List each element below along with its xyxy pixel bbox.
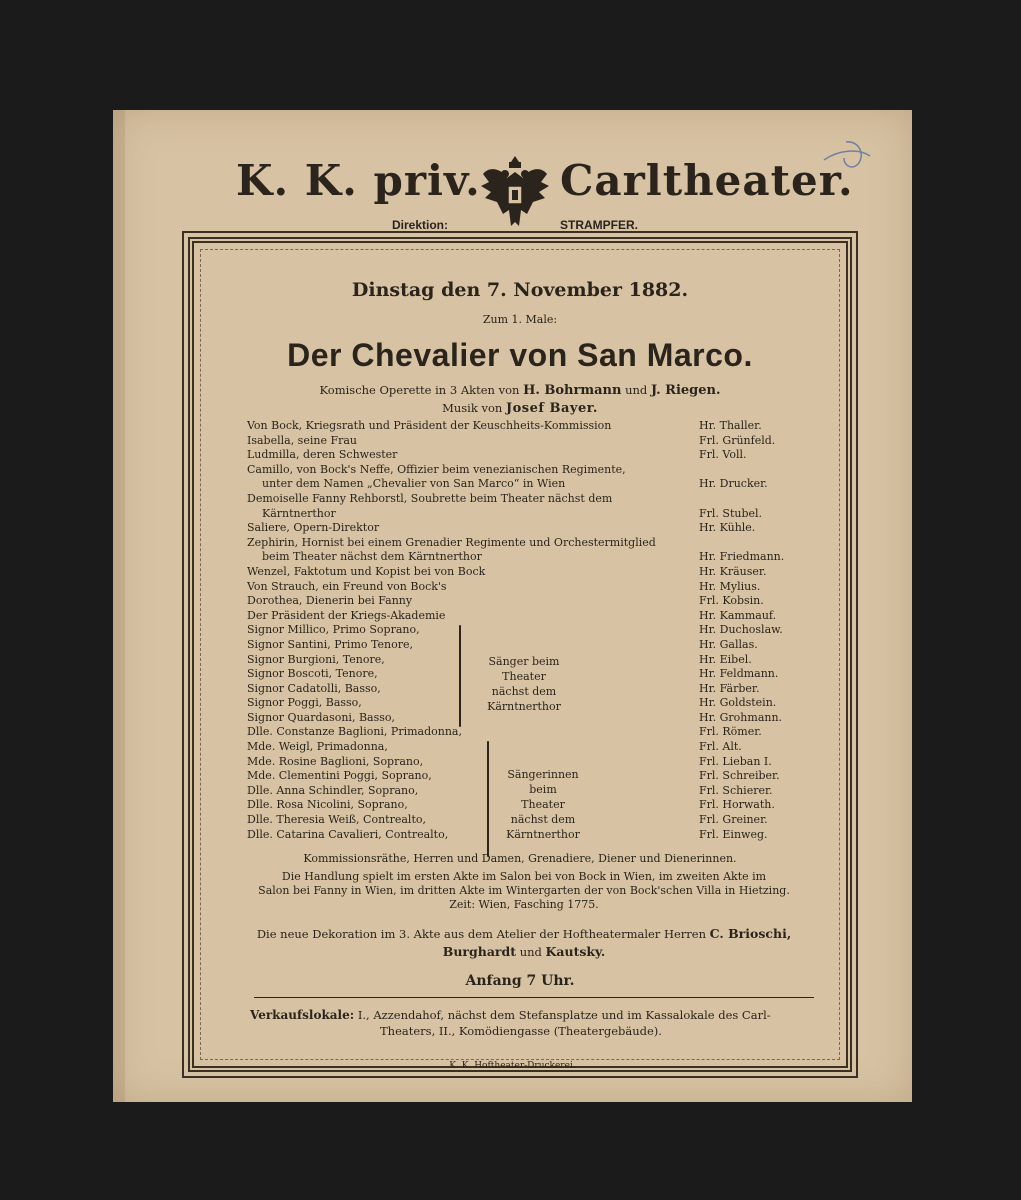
role-name: Mde. Rosine Baglioni, Soprano, — [247, 754, 424, 768]
group-label-line: Kärntnerthor — [487, 700, 561, 713]
actor-name: Frl. Lieban I. — [699, 754, 772, 768]
music-credit — [194, 401, 846, 416]
role-name: Von Strauch, ein Freund von Bock's — [247, 579, 447, 593]
role-name: Dlle. Theresia Weiß, Contrealto, — [247, 813, 426, 827]
cast-row — [247, 492, 807, 507]
direction-name: STRAMPFER. — [560, 218, 638, 232]
theater-title-left: K. K. priv. — [236, 156, 481, 205]
role-name: Demoiselle Fanny Rehborstl, Soubrette beim Theater nächst dem — [247, 491, 613, 505]
cast-row — [247, 463, 807, 478]
group-label-line: Kärntnerthor — [506, 828, 580, 841]
direction-label: Direktion: — [392, 218, 449, 232]
role-name: Signor Poggi, Basso, — [247, 696, 362, 710]
role-name: Isabella, seine Frau — [247, 433, 357, 447]
role-name: Von Bock, Kriegsrath und Präsident der Keuschheits-Kommission — [247, 419, 612, 432]
subtitle-prefix: Komische Operette in 3 Akten von — [319, 383, 520, 397]
cast-row — [247, 594, 807, 609]
group-label-line: Sänger beim Theater — [488, 655, 560, 683]
cast-row — [247, 550, 807, 565]
subtitle-and: und — [625, 383, 648, 397]
plot-description — [244, 870, 804, 912]
role-name: Signor Cadatolli, Basso, — [247, 681, 381, 695]
female-singers-brace — [487, 741, 489, 857]
plot-line: Salon bei Fanny in Wien, im dritten Akte im Wintergarten der von Bock'schen Villa in Hietzing. — [258, 884, 790, 897]
sales-text-line1: I., Azzendahof, nächst dem Stefansplatze und im Kassalokale des Carl- — [357, 1008, 771, 1022]
printer-credit: K. K. Hoftheater-Druckerei. — [449, 1061, 576, 1071]
pencil-annotation-icon — [818, 130, 878, 180]
role-name: Kärntnerthor — [262, 506, 336, 520]
decor-painter-burghardt: Burghardt — [442, 944, 517, 959]
actor-name: Hr. Kräuser. — [699, 564, 767, 578]
cast-row — [247, 536, 807, 551]
work-subtitle — [194, 383, 846, 398]
actor-name: Hr. Gallas. — [699, 637, 758, 651]
cast-row — [247, 419, 807, 434]
actor-name: Frl. Greiner. — [699, 813, 768, 827]
cast-row — [247, 477, 807, 492]
sales-info — [250, 1007, 820, 1039]
start-time: Anfang 7 Uhr. — [465, 973, 575, 989]
group-label-line: nächst dem — [510, 813, 576, 826]
cast-row — [247, 638, 807, 653]
group-label-line: Theater — [521, 798, 565, 811]
music-prefix: Musik von — [442, 401, 503, 415]
actor-name: Frl. Alt. — [699, 740, 742, 754]
sales-label: Verkaufslokale: — [250, 1008, 355, 1022]
role-name: Saliere, Opern-Direktor — [247, 521, 380, 535]
sales-text-line2: Theaters, II., Komödiengasse (Theatergebäude). — [380, 1024, 662, 1038]
composer-name: Josef Bayer. — [505, 401, 598, 416]
performance-date: Dinstag den 7. November 1882. — [351, 279, 689, 301]
actor-name: Frl. Kobsin. — [699, 594, 764, 608]
female-singers-label — [493, 767, 593, 842]
playbill-sheet — [113, 110, 912, 1102]
actor-name: Hr. Feldmann. — [699, 667, 779, 681]
decor-painter-brioschi: C. Brioschi, — [709, 926, 792, 941]
actor-name: Frl. Stubel. — [699, 506, 763, 520]
actor-name: Frl. Einweg. — [699, 827, 768, 841]
role-name: Dlle. Rosa Nicolini, Soprano, — [247, 798, 408, 812]
cast-row — [247, 448, 807, 463]
actor-name: Hr. Drucker. — [699, 477, 768, 491]
actor-name: Frl. Römer. — [699, 725, 762, 739]
actor-name: Frl. Schreiber. — [699, 769, 780, 783]
role-name: Mde. Clementini Poggi, Soprano, — [247, 769, 432, 783]
decor-painter-kautsky: Kautsky. — [545, 944, 606, 959]
ornamental-frame — [188, 237, 852, 1072]
cast-row — [247, 565, 807, 580]
decor-and: und — [519, 945, 542, 959]
role-name: Signor Boscoti, Tenore, — [247, 667, 378, 681]
actor-name: Hr. Mylius. — [699, 579, 761, 593]
role-name: Dlle. Constanze Baglioni, Primadonna, — [247, 725, 462, 739]
actor-name: Frl. Grünfeld. — [699, 433, 776, 447]
decor-prefix: Die neue Dekoration im 3. Akte aus dem Atelier der Hoftheatermaler Herren — [256, 927, 707, 941]
cast-row — [247, 521, 807, 536]
role-name: Dlle. Anna Schindler, Soprano, — [247, 783, 419, 797]
group-label-line: Sängerinnen beim — [507, 768, 579, 796]
role-name: Wenzel, Faktotum und Kopist bei von Bock — [247, 564, 486, 578]
cast-row — [247, 609, 807, 624]
actor-name: Hr. Thaller. — [699, 419, 762, 432]
actor-name: Hr. Goldstein. — [699, 696, 777, 710]
author-bohrmann: H. Bohrmann — [523, 383, 622, 398]
plot-line: Die Handlung spielt im ersten Akte im Salon bei von Bock in Wien, im zweiten Akte im — [281, 870, 767, 883]
role-name: Ludmilla, deren Schwester — [247, 448, 398, 462]
decoration-credit — [244, 925, 804, 961]
male-singers-label — [465, 654, 583, 714]
premiere-note: Zum 1. Male: — [482, 313, 558, 326]
cast-row — [247, 740, 807, 755]
role-name: Signor Millico, Primo Soprano, — [247, 623, 420, 637]
actor-name: Hr. Duchoslaw. — [699, 623, 783, 637]
role-name: Signor Burgioni, Tenore, — [247, 652, 385, 666]
role-name: Camillo, von Bock's Neffe, Offizier beim venezianischen Regimente, — [247, 462, 626, 476]
cast-row — [247, 725, 807, 740]
plot-line: Zeit: Wien, Fasching 1775. — [449, 898, 599, 911]
author-riegen: J. Riegen. — [650, 383, 721, 398]
theater-title-right: Carltheater. — [560, 156, 854, 205]
chorus-line: Kommissionsräthe, Herren und Damen, Grenadiere, Diener und Dienerinnen. — [303, 852, 737, 865]
actor-name: Hr. Kammauf. — [699, 608, 777, 622]
cast-row — [247, 434, 807, 449]
role-name: Signor Quardasoni, Basso, — [247, 710, 395, 724]
double-eagle-crest-icon — [475, 152, 555, 234]
role-name: Zephirin, Hornist bei einem Grenadier Regimente und Orchestermitglied — [247, 535, 656, 549]
divider-line — [254, 997, 814, 998]
cast-row — [247, 623, 807, 638]
actor-name: Frl. Schierer. — [699, 783, 773, 797]
role-name: unter dem Namen „Chevalier von San Marco“ in Wien — [262, 477, 566, 491]
actor-name: Hr. Grohmann. — [699, 710, 783, 724]
role-name: Signor Santini, Primo Tenore, — [247, 637, 413, 651]
actor-name: Hr. Eibel. — [699, 652, 752, 666]
role-name: beim Theater nächst dem Kärntnerthor — [262, 550, 482, 564]
actor-name: Frl. Horwath. — [699, 798, 775, 812]
actor-name: Hr. Färber. — [699, 681, 760, 695]
role-name: Der Präsident der Kriegs-Akademie — [247, 608, 446, 622]
role-name: Dorothea, Dienerin bei Fanny — [247, 594, 413, 608]
playbill-content — [194, 243, 846, 1066]
cast-row — [247, 580, 807, 595]
group-label-line: nächst dem — [491, 685, 557, 698]
actor-name: Hr. Kühle. — [699, 521, 756, 535]
cast-row — [247, 507, 807, 522]
actor-name: Frl. Voll. — [699, 448, 747, 462]
male-singers-brace — [459, 625, 461, 727]
actor-name: Hr. Friedmann. — [699, 550, 785, 564]
cast-list — [247, 419, 807, 842]
work-title: Der Chevalier von San Marco. — [287, 337, 753, 373]
role-name: Dlle. Catarina Cavalieri, Contrealto, — [247, 827, 449, 841]
role-name: Mde. Weigl, Primadonna, — [247, 740, 388, 754]
